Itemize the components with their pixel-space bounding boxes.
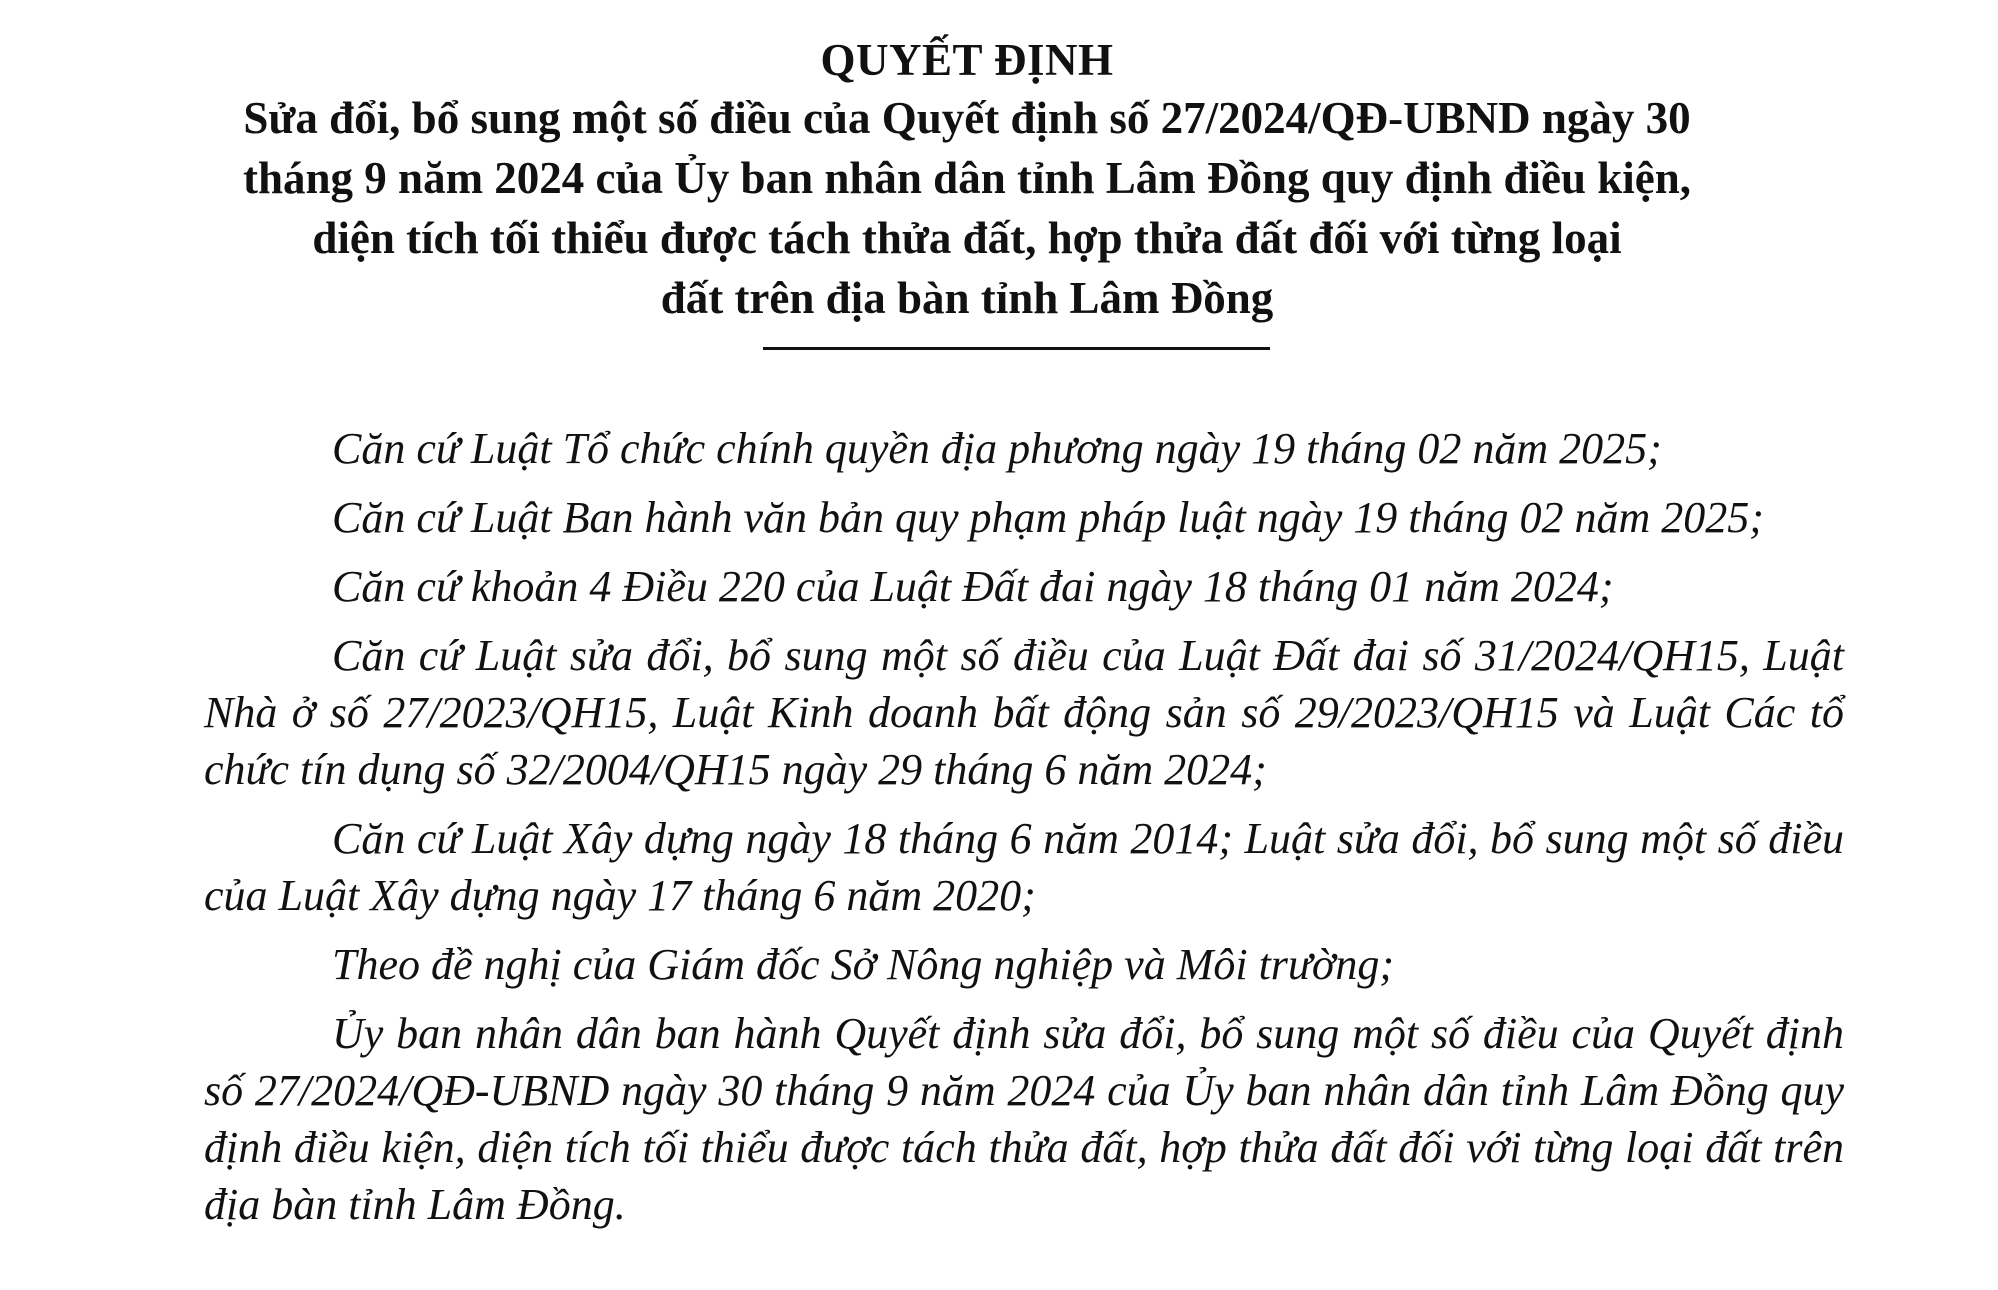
subtitle-line: đất trên địa bàn tỉnh Lâm Đồng xyxy=(660,273,1274,323)
document-body xyxy=(204,420,1844,1245)
decision-statement-paragraph: Ủy ban nhân dân ban hành Quyết định sửa đổi, bổ sung một số điều của Quyết định số 27/2024/QĐ-UBND ngày 30 tháng 9 năm 2024 của Ủy ban nhân dân tỉnh Lâm Đồng quy định điều kiện, diện tích tối thiểu được tách thửa đất, hợp thửa đất đối với từng loại đất trên địa bàn tỉnh Lâm Đồng. xyxy=(204,1009,1844,1229)
title-underline-divider xyxy=(763,347,1270,350)
subtitle-line: tháng 9 năm 2024 của Ủy ban nhân dân tỉnh Lâm Đồng quy định điều kiện, xyxy=(243,153,1691,203)
legal-basis-paragraph: Căn cứ Luật sửa đổi, bổ sung một số điều của Luật Đất đai số 31/2024/QH15, Luật Nhà ở số 27/2023/QH15, Luật Kinh doanh bất động sản số 29/2023/QH15 và Luật Các tổ chức tín dụng số 32/2004/QH15 ngày 29 tháng 6 năm 2024; xyxy=(204,631,1844,794)
legal-basis-paragraph: Căn cứ Luật Tổ chức chính quyền địa phương ngày 19 tháng 02 năm 2025; xyxy=(332,424,1662,473)
subtitle-line: Sửa đổi, bổ sung một số điều của Quyết định số 27/2024/QĐ-UBND ngày 30 xyxy=(243,93,1691,143)
legal-basis-paragraph: Căn cứ Luật Xây dựng ngày 18 tháng 6 năm 2014; Luật sửa đổi, bổ sung một số điều của Luật Xây dựng ngày 17 tháng 6 năm 2020; xyxy=(204,814,1844,920)
subtitle-line: diện tích tối thiểu được tách thửa đất, hợp thửa đất đối với từng loại xyxy=(312,213,1622,263)
title-block xyxy=(0,32,1998,328)
document-title: QUYẾT ĐỊNH xyxy=(820,35,1114,85)
legal-basis-paragraph: Căn cứ Luật Ban hành văn bản quy phạm pháp luật ngày 19 tháng 02 năm 2025; xyxy=(332,493,1764,542)
legal-basis-paragraph: Căn cứ khoản 4 Điều 220 của Luật Đất đai ngày 18 tháng 01 năm 2024; xyxy=(332,562,1614,611)
proposal-paragraph: Theo đề nghị của Giám đốc Sở Nông nghiệp và Môi trường; xyxy=(332,940,1395,989)
